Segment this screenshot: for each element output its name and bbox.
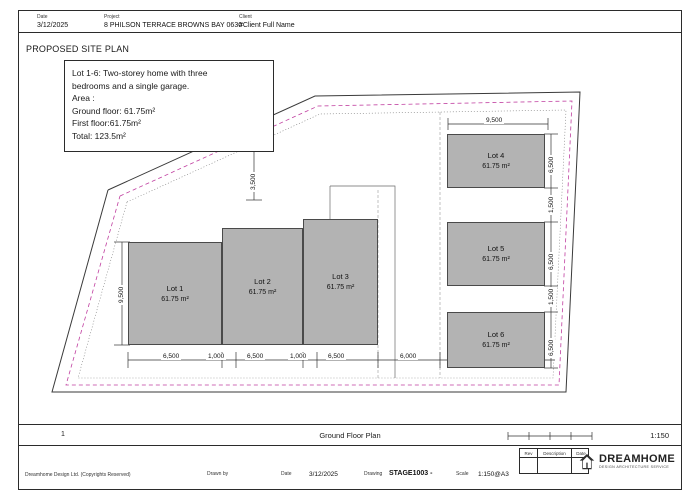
note-line-4: Ground floor: 61.75m²	[72, 105, 156, 116]
header-date-value: 3/12/2025	[37, 22, 69, 29]
lot-block-6[interactable]	[447, 312, 545, 368]
logo-subtitle: DESIGN ARCHITECTURE SERVICE	[598, 465, 670, 470]
plan-label-row	[19, 424, 681, 446]
plan-number: 1	[61, 431, 65, 438]
note-line-2: bedrooms and a single garage.	[72, 80, 190, 91]
dimension-bottom-1: 6,500	[163, 353, 180, 360]
lot-2-name: Lot 2	[254, 276, 271, 286]
description-col-header: Description	[538, 449, 572, 458]
scale-value: 1:150@A3	[478, 471, 509, 478]
lot-2-area: 61.75 m²	[248, 288, 277, 296]
drawing-label: Drawing	[364, 471, 383, 477]
lot-6-area: 61.75 m²	[482, 342, 510, 349]
footer-date-value: 3/12/2025	[309, 471, 338, 478]
lot-3-area: 61.75 m²	[326, 284, 355, 291]
rev-date-col-header: Date	[572, 449, 590, 458]
lot-1-area: 61.75 m²	[161, 295, 189, 303]
note-line-6: Total: 123.5m²	[72, 130, 126, 141]
dimension-right-1: 6,500	[548, 156, 555, 173]
house-logo-icon	[579, 450, 595, 474]
dimension-bottom-5: 6,500	[328, 353, 345, 360]
footer-date-label: Date	[281, 471, 292, 477]
header-project-label: Project	[104, 14, 120, 20]
plan-scale: 1:150	[650, 431, 669, 440]
lot-block-3[interactable]	[303, 219, 378, 345]
company-logo	[579, 447, 675, 477]
dimension-right-2: 1,500	[548, 196, 555, 213]
plan-name: Ground Floor Plan	[319, 431, 381, 440]
lot-6-name: Lot 6	[487, 330, 505, 339]
scale-label: Scale	[456, 471, 469, 477]
dimension-bottom-3: 6,500	[247, 353, 264, 360]
dimension-bottom-6: 6,000	[400, 353, 417, 360]
dimension-right-3: 6,500	[548, 253, 555, 270]
lot-5-name: Lot 5	[487, 244, 505, 253]
logo-name: DREAMHOME	[598, 453, 675, 466]
dimension-right-5: 6,500	[548, 339, 555, 356]
lot-block-4[interactable]	[447, 134, 545, 188]
site-notes-box	[64, 60, 274, 152]
dimension-left-vertical: 9,500	[118, 286, 125, 303]
header-date-label: Date	[37, 14, 48, 20]
dimension-top-right: 9,500	[486, 117, 503, 124]
dimension-right-4: 1,500	[548, 288, 555, 305]
lot-3-name: Lot 3	[332, 272, 349, 281]
dimension-bottom-4: 1,000	[290, 353, 307, 360]
rev-cell-1	[520, 458, 538, 473]
rev-col-header: Rev	[520, 449, 538, 458]
copyright-notice: Dreamhome Design Ltd. (Copyrights Reserved)	[25, 472, 131, 478]
dimension-bottom-2: 1,000	[208, 353, 225, 360]
note-line-3: Area :	[72, 93, 95, 103]
lot-1-name: Lot 1	[166, 283, 184, 293]
title-block	[19, 446, 681, 489]
lot-block-1[interactable]	[128, 242, 222, 345]
header-project-value: 8 PHILSON TERRACE BROWNS BAY 0630	[104, 22, 243, 29]
lot-4-name: Lot 4	[487, 151, 505, 160]
header-client-label: Client	[239, 14, 252, 20]
dimension-upper-vertical: 3,500	[250, 173, 257, 190]
header-client-value: #Client Full Name	[239, 22, 295, 29]
drawn-by-label: Drawn by	[207, 471, 229, 477]
note-line-1: Lot 1-6: Two-storey home with three	[72, 68, 208, 78]
lot-block-5[interactable]	[447, 222, 545, 286]
lot-4-area: 61.75 m²	[482, 163, 510, 170]
rev-cell-2	[538, 458, 572, 473]
drawing-value: STAGE1003 -	[389, 470, 433, 477]
lot-block-2[interactable]	[222, 228, 303, 345]
lot-5-area: 61.75 m²	[482, 256, 510, 263]
page-title: PROPOSED SITE PLAN	[26, 44, 130, 54]
note-line-5: First floor:61.75m²	[72, 118, 141, 128]
